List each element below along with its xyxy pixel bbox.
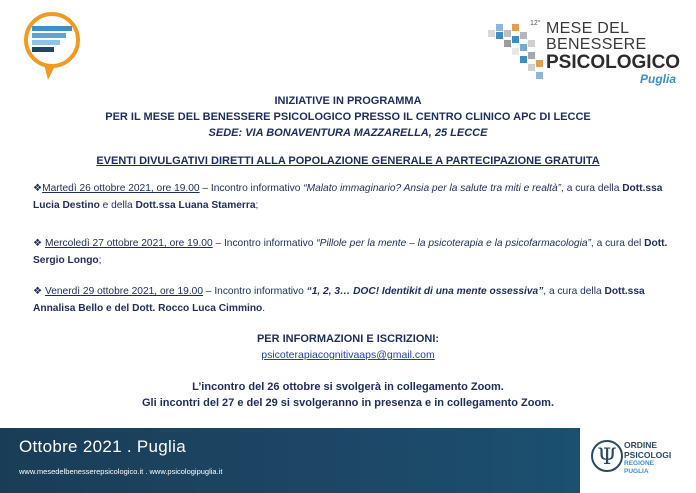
edition-label: 12°: [530, 20, 541, 27]
logo-line-4: Puglia: [640, 72, 677, 86]
bullet-icon: ❖: [33, 183, 43, 194]
bullet-icon: ❖: [33, 238, 43, 249]
ordine-psicologi-logo: [590, 432, 690, 488]
logo-line-1: MESE DEL: [546, 20, 630, 37]
event-speaker: Dott.ssa Luana Stamerra: [135, 200, 256, 211]
event-speaker: Dott.ssa Annalisa Bello: [33, 286, 645, 314]
event-text: .: [262, 303, 266, 314]
footer-sites: www.mesedelbenesserepsicologico.it . www.psicologipuglia.it: [19, 467, 223, 476]
event-text: , a cura del: [590, 238, 645, 249]
event-text: ;: [255, 200, 259, 211]
association-logo: [22, 8, 82, 96]
event-text: e della: [99, 200, 136, 211]
event-text: ;: [98, 255, 102, 266]
header-subtitle: PER IL MESE DEL BENESSERE PSICOLOGICO PRESSO IL CENTRO CLINICO APC DI LECCE: [105, 111, 591, 123]
event-text: , a cura della: [561, 183, 623, 194]
event-text: – Incontro informativo: [203, 286, 307, 297]
footer-title: Ottobre 2021 . Puglia: [19, 437, 186, 456]
event-title: “Pillole per la mente – la psicoterapia e la psicofarmacologia”: [316, 238, 591, 249]
event-text: , a cura della: [543, 286, 605, 297]
event-date: Venerdì 29 ottobre 2021, ore 19.00: [44, 286, 204, 297]
bullet-icon: ❖: [33, 286, 43, 297]
header-title: INIZIATIVE IN PROGRAMMA: [274, 95, 422, 107]
event-date: Martedì 26 ottobre 2021, ore 19.00: [42, 183, 200, 194]
section-title: EVENTI DIVULGATIVI DIRETTI ALLA POPOLAZIONE GENERALE A PARTECIPAZIONE GRATUITA: [96, 155, 600, 167]
event-title: “Malato immaginario? Ansia per la salute tra miti e realtà”: [303, 183, 562, 194]
event-speaker: Dott.ssa Lucia Destino: [33, 183, 663, 211]
ordine-line-3: REGIONE: [624, 460, 654, 467]
event-speaker: Dott. Rocco Luca Cimmino: [132, 303, 263, 314]
header-venue: SEDE: VIA BONAVENTURA MAZZARELLA, 25 LECCE: [208, 127, 488, 139]
logo-line-2: BENESSERE: [546, 36, 647, 53]
event-item-1: [33, 180, 673, 214]
event-text: – Incontro informativo: [199, 183, 304, 194]
note-line-2: Gli incontri del 27 e del 29 si svolgeranno in presenza e in collegamento Zoom.: [142, 397, 554, 409]
event-text: – Incontro informativo: [212, 238, 317, 249]
event-item-2: [33, 235, 673, 269]
mese-benessere-logo: [484, 20, 684, 98]
event-date: Mercoledì 27 ottobre 2021, ore 19.00: [44, 238, 213, 249]
event-title: “1, 2, 3… DOC! Identikit di una mente ossessiva”: [306, 286, 544, 297]
note-line-1: L’incontro del 26 ottobre si svolgerà in collegamento Zoom.: [192, 381, 504, 393]
event-speaker: Dott. Sergio Longo: [33, 238, 668, 266]
ordine-line-1: ORDINE: [624, 440, 658, 450]
event-item-3: [33, 283, 673, 317]
logo-line-3: PSICOLOGICO: [546, 52, 681, 73]
ordine-line-4: PUGLIA: [624, 468, 649, 475]
ordine-line-2: PSICOLOGI: [624, 450, 672, 460]
svg-text:Ψ: Ψ: [597, 445, 617, 470]
event-text: e del: [103, 303, 133, 314]
info-heading: PER INFORMAZIONI E ISCRIZIONI:: [256, 333, 440, 345]
contact-email-link[interactable]: psicoterapiacognitivaaps@gmail.com: [261, 349, 435, 361]
